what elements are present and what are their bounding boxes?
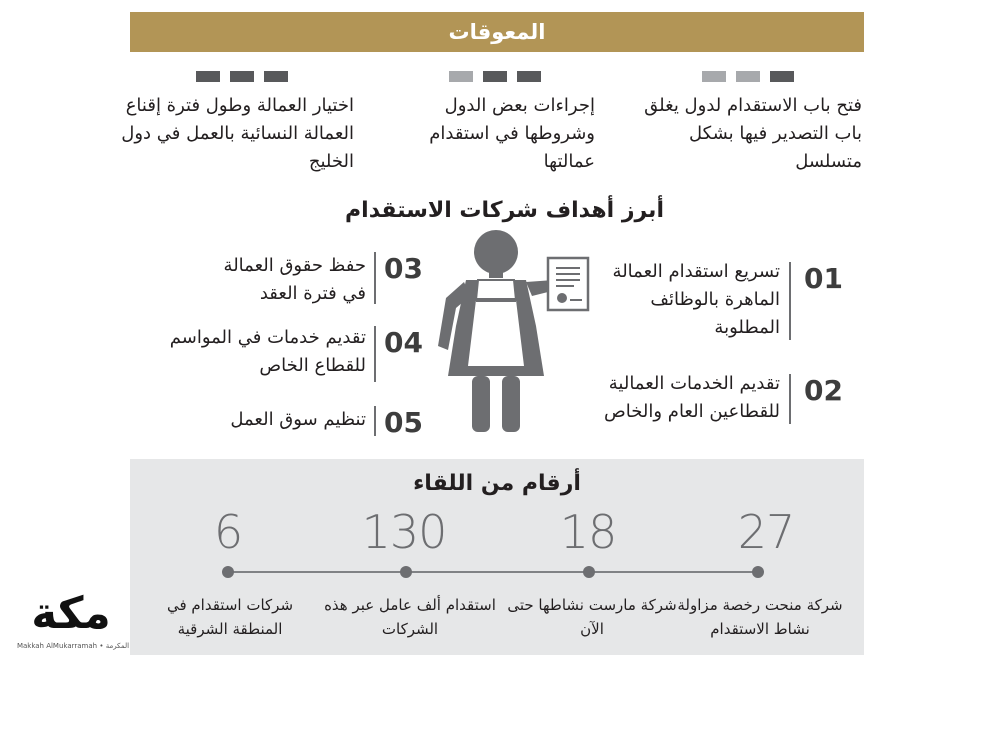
makkah-logo: مكة (31, 588, 111, 639)
obstacle-2: إجراءات بعض الدول وشروطها في استقدام عمالتها (429, 95, 595, 172)
makkah-logo-subtitle: Makkah AlMukarramah • المكرمة (16, 642, 130, 650)
number-value-27: 27 (737, 505, 795, 559)
goal-number-05: 05 (384, 406, 423, 439)
number-value-6: 6 (213, 505, 243, 559)
timeline-dot-1 (752, 566, 764, 578)
goal-text-02: تقديم الخدمات العمالية للقطاعين العام والخاص (604, 373, 780, 422)
header-bar (130, 12, 864, 52)
goal-number-02: 02 (804, 374, 843, 407)
goal-number-01: 01 (804, 262, 843, 295)
goal-text-05: تنظيم سوق العمل (230, 409, 366, 430)
obstacle-indicator-2 (449, 71, 541, 82)
number-label-6: شركات استقدام في المنطقة الشرقية (166, 596, 294, 638)
timeline-dot-2 (583, 566, 595, 578)
timeline-dot-3 (400, 566, 412, 578)
goal-divider-01 (789, 262, 791, 340)
goals-title: أبرز أهداف شركات الاستقدام (345, 198, 664, 223)
goal-text-04: تقديم خدمات في المواسم للقطاع الخاص (169, 327, 366, 376)
number-value-130: 130 (361, 505, 447, 559)
obstacle-3: اختيار العمالة وطول فترة إقناع العمالة النسائية بالعمل في دول الخليج (121, 95, 354, 172)
section-title-obstacles: المعوقات (448, 20, 546, 44)
timeline-dot-4 (222, 566, 234, 578)
number-label-130: استقدام ألف عامل عبر هذه الشركات (324, 596, 496, 638)
number-value-18: 18 (559, 505, 617, 559)
goal-divider-04 (374, 326, 376, 382)
number-label-27: شركة منحت رخصة مزاولة نشاط الاستقدام (677, 596, 843, 638)
goal-divider-02 (789, 374, 791, 424)
obstacle-indicator-1 (702, 71, 794, 82)
number-label-18: شركة مارست نشاطها حتى الآن (507, 596, 677, 638)
obstacle-indicator-3 (196, 71, 288, 82)
obstacle-1: فتح باب الاستقدام لدول يغلق باب التصدير فيها بشكل متسلسل (644, 95, 862, 172)
goal-number-03: 03 (384, 252, 423, 285)
goal-text-01: تسريع استقدام العمالة الماهرة بالوظائف المطلوبة (612, 261, 780, 338)
timeline-line (228, 571, 758, 573)
goal-text-03: حفظ حقوق العمالة في فترة العقد (223, 255, 366, 304)
numbers-panel (130, 459, 864, 655)
goal-divider-05 (374, 406, 376, 436)
numbers-title: أرقام من اللقاء (413, 471, 581, 496)
goal-divider-03 (374, 252, 376, 304)
goal-number-04: 04 (384, 326, 423, 359)
